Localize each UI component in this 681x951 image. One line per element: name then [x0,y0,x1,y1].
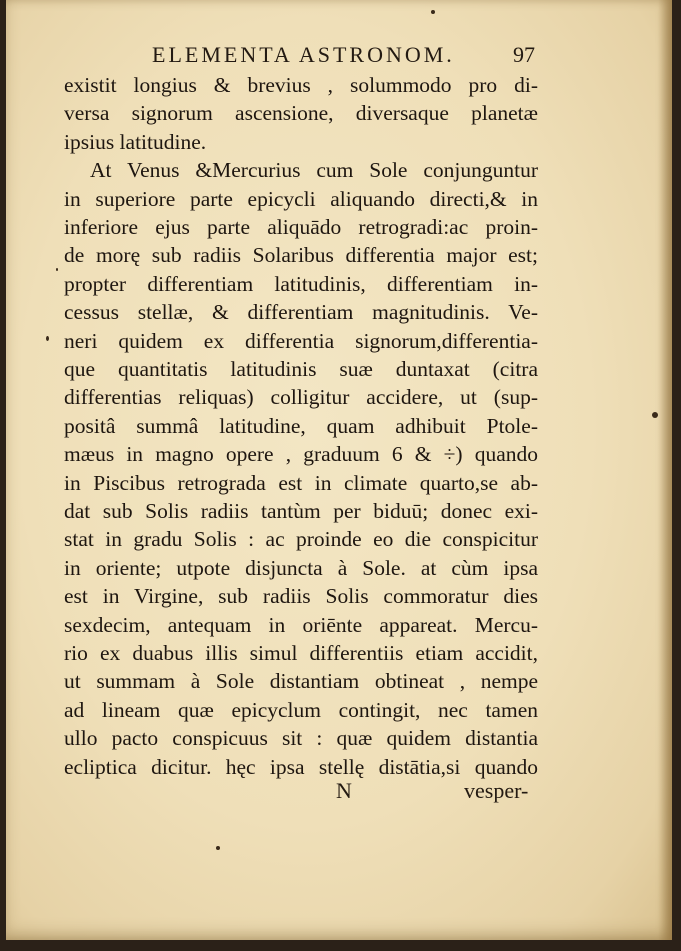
text-line: propter differentiam latitudinis, differentiam in- [64,271,538,296]
running-title: ELEMENTA ASTRONOM. [152,42,455,67]
text-line: differentias reliquas) colligitur accidere, ut (sup- [64,385,538,410]
text-line: que quantitatis latitudinis suæ duntaxat (citra [64,357,538,381]
page-edge-shadow [658,0,672,940]
text-line: ipsius latitudine. [64,129,207,154]
ink-speck [56,268,58,271]
text-line: est in Virgine, sub radiis Solis commoratur dies [64,584,538,609]
text-line: in superiore parte epicycli aliquando directi,& in [64,186,538,211]
ink-speck [431,10,435,14]
text-line: rio ex duabus illis simul differentiis etiam accidit, [64,641,538,665]
text-line: ad lineam quæ epicyclum contingit, nec tamen [64,697,538,722]
text-line: existit longius & brevius , solummodo pro di- [64,73,538,97]
text-line: positâ summâ latitudine, quam adhibuit Ptole- [64,413,538,438]
text-line: versa signorum ascensione, diversaque planetæ [64,101,538,126]
text-line: in oriente; utpote disjuncta à Sole. at cùm ipsa [64,555,538,580]
text-line: ut summam à Sole distantiam obtineat , nempe [64,669,538,694]
text-line: inferiore ejus parte aliquādo retrogradi:ac proin- [64,215,538,239]
page-number: 97 [513,42,535,67]
text-line: dat sub Solis radiis tantùm per biduū; donec exi- [64,499,538,523]
text-line: neri quidem ex differentia signorum,differentia- [64,328,538,353]
text-line: ecliptica dicitur. hęc ipsa stellę distātia,si quando [64,754,538,779]
ink-speck [216,846,220,850]
text-line: de morę sub radiis Solaribus differentia major est; [64,243,538,268]
ink-speck [46,336,49,341]
text-line: cessus stellæ, & differentiam magnitudinis. Ve- [64,300,538,325]
text-line: At Venus &Mercurius cum Sole conjunguntur [90,158,538,183]
text-line: ullo pacto conspicuus sit : quæ quidem distantia [64,726,538,751]
text-line: in Piscibus retrograda est in climate quarto,se ab- [64,470,538,495]
signature-mark: N [336,778,352,803]
book-page [6,0,672,940]
text-line: mæus in magno opere , graduum 6 & ÷) quando [64,442,538,467]
ink-speck [652,412,658,418]
text-line: stat in gradu Solis : ac proinde eo die conspicitur [64,527,538,552]
text-line: sexdecim, antequam in oriēnte appareat. Mercu- [64,612,538,637]
catchword: vesper- [464,778,529,803]
